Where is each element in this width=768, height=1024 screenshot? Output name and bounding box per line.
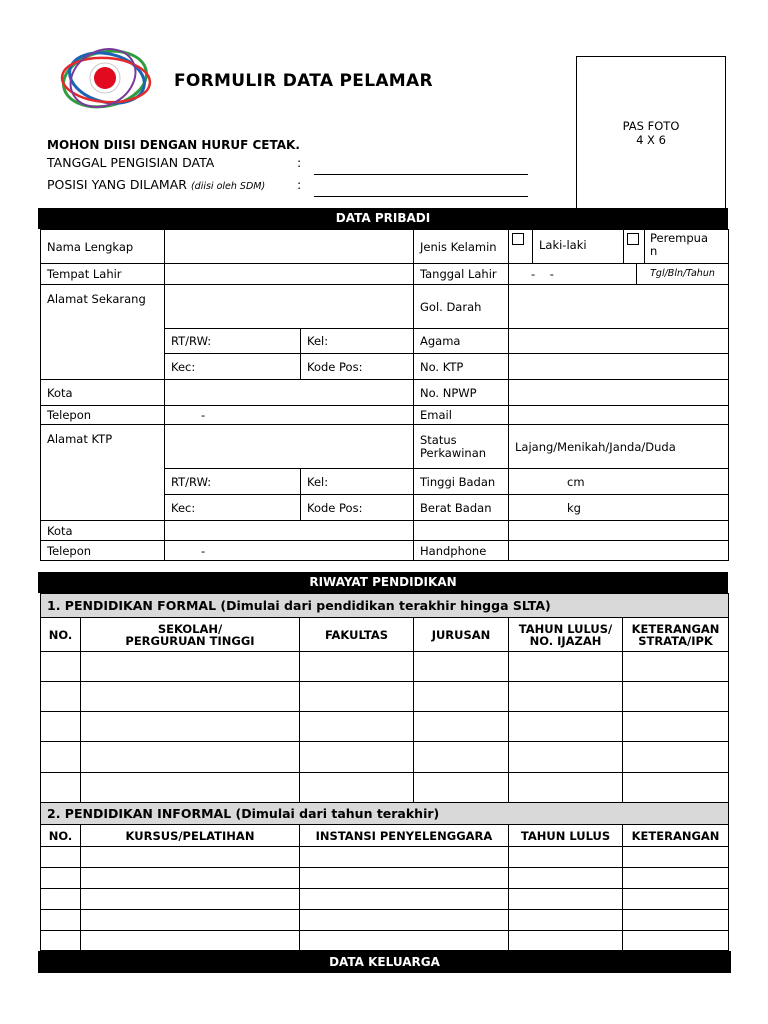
photo-size: 4 X 6 — [636, 133, 666, 147]
label-jenis-kelamin: Jenis Kelamin — [414, 230, 509, 264]
row-kota-ktp — [41, 521, 729, 541]
col-sekolah: SEKOLAH/ PERGURUAN TINGGI — [81, 618, 300, 652]
label-alamat: Alamat Sekarang — [41, 285, 165, 380]
col-tahun-lulus: TAHUN LULUS/ NO. IJAZAH — [509, 618, 623, 652]
label-kota-ktp: Kota — [41, 521, 165, 541]
position-field[interactable] — [314, 196, 528, 197]
formal-row[interactable] — [41, 682, 729, 712]
label-berat: Berat Badan — [414, 495, 509, 521]
col-kursus: KURSUS/PELATIHAN — [81, 825, 300, 847]
input-kec[interactable]: Kec: — [165, 354, 301, 380]
col-keterangan-informal: KETERANGAN — [623, 825, 729, 847]
label-alamat-ktp: Alamat KTP — [41, 425, 165, 521]
date-filled-label: TANGGAL PENGISIAN DATA — [47, 155, 215, 170]
col-instansi: INSTANSI PENYELENGGARA — [300, 825, 509, 847]
cell-empty-1 — [414, 521, 509, 541]
informal-row[interactable] — [41, 868, 729, 889]
input-nama[interactable] — [165, 230, 414, 264]
data-pribadi-header: DATA PRIBADI — [38, 208, 728, 229]
formal-row[interactable] — [41, 742, 729, 773]
position-colon: : — [297, 177, 302, 192]
photo-box[interactable] — [576, 56, 726, 210]
input-kec-ktp[interactable]: Kec: — [165, 495, 301, 521]
label-nama: Nama Lengkap — [41, 230, 165, 264]
input-email[interactable] — [509, 406, 729, 425]
label-agama: Agama — [414, 329, 509, 354]
informal-section-row — [41, 803, 729, 825]
informal-row[interactable] — [41, 847, 729, 868]
input-kode-pos-ktp[interactable]: Kode Pos: — [301, 495, 414, 521]
formal-row[interactable] — [41, 652, 729, 682]
cell-laki — [509, 230, 624, 264]
informal-section-title: 2. PENDIDIKAN INFORMAL (Dimulai dari tahun terakhir) — [41, 803, 729, 825]
formal-header-row — [41, 618, 729, 652]
checkbox-perempuan[interactable] — [624, 230, 645, 263]
formal-section-row — [41, 594, 729, 618]
formal-row[interactable] — [41, 773, 729, 803]
input-berat[interactable]: kg — [509, 495, 729, 521]
formal-section-title: 1. PENDIDIKAN FORMAL (Dimulai dari pendidikan terakhir hingga SLTA) — [41, 594, 729, 618]
label-gol-darah: Gol. Darah — [414, 285, 509, 329]
input-tanggal-lahir[interactable] — [509, 264, 729, 285]
cell-empty-2 — [509, 521, 729, 541]
data-keluarga-header: DATA KELUARGA — [38, 951, 731, 973]
input-no-ktp[interactable] — [509, 354, 729, 380]
input-kel[interactable]: Kel: — [301, 329, 414, 354]
label-no-npwp: No. NPWP — [414, 380, 509, 406]
date-filled-field[interactable] — [314, 174, 528, 175]
row-nama — [41, 230, 729, 264]
input-alamat[interactable] — [165, 285, 414, 329]
row-telepon-ktp — [41, 541, 729, 561]
formal-row[interactable] — [41, 712, 729, 742]
label-status: Status Perkawinan — [414, 425, 509, 469]
label-email: Email — [414, 406, 509, 425]
input-rtrw[interactable]: RT/RW: — [165, 329, 301, 354]
label-kota: Kota — [41, 380, 165, 406]
col-no-informal: NO. — [41, 825, 81, 847]
informal-row[interactable] — [41, 910, 729, 931]
photo-label: PAS FOTO — [622, 119, 680, 133]
label-perempuan: Perempua n — [650, 231, 708, 258]
input-no-npwp[interactable] — [509, 380, 729, 406]
input-alamat-ktp[interactable] — [165, 425, 414, 469]
input-kode-pos[interactable]: Kode Pos: — [301, 354, 414, 380]
date-filled-colon: : — [297, 155, 302, 170]
personal-data-table — [40, 229, 729, 561]
riwayat-pendidikan-header: RIWAYAT PENDIDIKAN — [38, 572, 728, 593]
input-telepon[interactable]: - — [165, 406, 414, 425]
input-tinggi[interactable]: cm — [509, 469, 729, 495]
row-telepon — [41, 406, 729, 425]
informal-row[interactable] — [41, 931, 729, 951]
date-format-hint: Tgl/Bln/Tahun — [636, 264, 728, 284]
form-title: FORMULIR DATA PELAMAR — [174, 71, 433, 91]
label-telepon: Telepon — [41, 406, 165, 425]
input-agama[interactable] — [509, 329, 729, 354]
col-fakultas: FAKULTAS — [300, 618, 414, 652]
label-telepon-ktp: Telepon — [41, 541, 165, 561]
col-no: NO. — [41, 618, 81, 652]
input-kota[interactable] — [165, 380, 414, 406]
input-status[interactable]: Lajang/Menikah/Janda/Duda — [509, 425, 729, 469]
checkbox-laki[interactable] — [509, 230, 533, 263]
input-kota-ktp[interactable] — [165, 521, 414, 541]
input-tempat-lahir[interactable] — [165, 264, 414, 285]
cell-perempuan — [624, 230, 729, 264]
label-handphone: Handphone — [414, 541, 509, 561]
input-handphone[interactable] — [509, 541, 729, 561]
formal-education-table — [40, 593, 729, 951]
label-tempat-lahir: Tempat Lahir — [41, 264, 165, 285]
date-separators: - - — [531, 267, 554, 281]
input-kel-ktp[interactable]: Kel: — [301, 469, 414, 495]
col-keterangan: KETERANGAN STRATA/IPK — [623, 618, 729, 652]
company-logo — [53, 43, 160, 115]
label-tanggal-lahir: Tanggal Lahir — [414, 264, 509, 285]
row-tempat-lahir — [41, 264, 729, 285]
col-tahun-informal: TAHUN LULUS — [509, 825, 623, 847]
col-jurusan: JURUSAN — [414, 618, 509, 652]
informal-header-row — [41, 825, 729, 847]
input-telepon-ktp[interactable]: - — [165, 541, 414, 561]
row-alamat-ktp — [41, 425, 729, 469]
label-tinggi: Tinggi Badan — [414, 469, 509, 495]
label-no-ktp: No. KTP — [414, 354, 509, 380]
informal-row[interactable] — [41, 889, 729, 910]
input-gol-darah[interactable] — [509, 285, 729, 329]
row-alamat — [41, 285, 729, 329]
position-label: POSISI YANG DILAMAR (diisi oleh SDM) — [47, 177, 266, 192]
row-kota — [41, 380, 729, 406]
input-rtrw-ktp[interactable]: RT/RW: — [165, 469, 301, 495]
label-laki: Laki-laki — [539, 238, 587, 252]
instruction-note: MOHON DIISI DENGAN HURUF CETAK. — [47, 138, 300, 152]
